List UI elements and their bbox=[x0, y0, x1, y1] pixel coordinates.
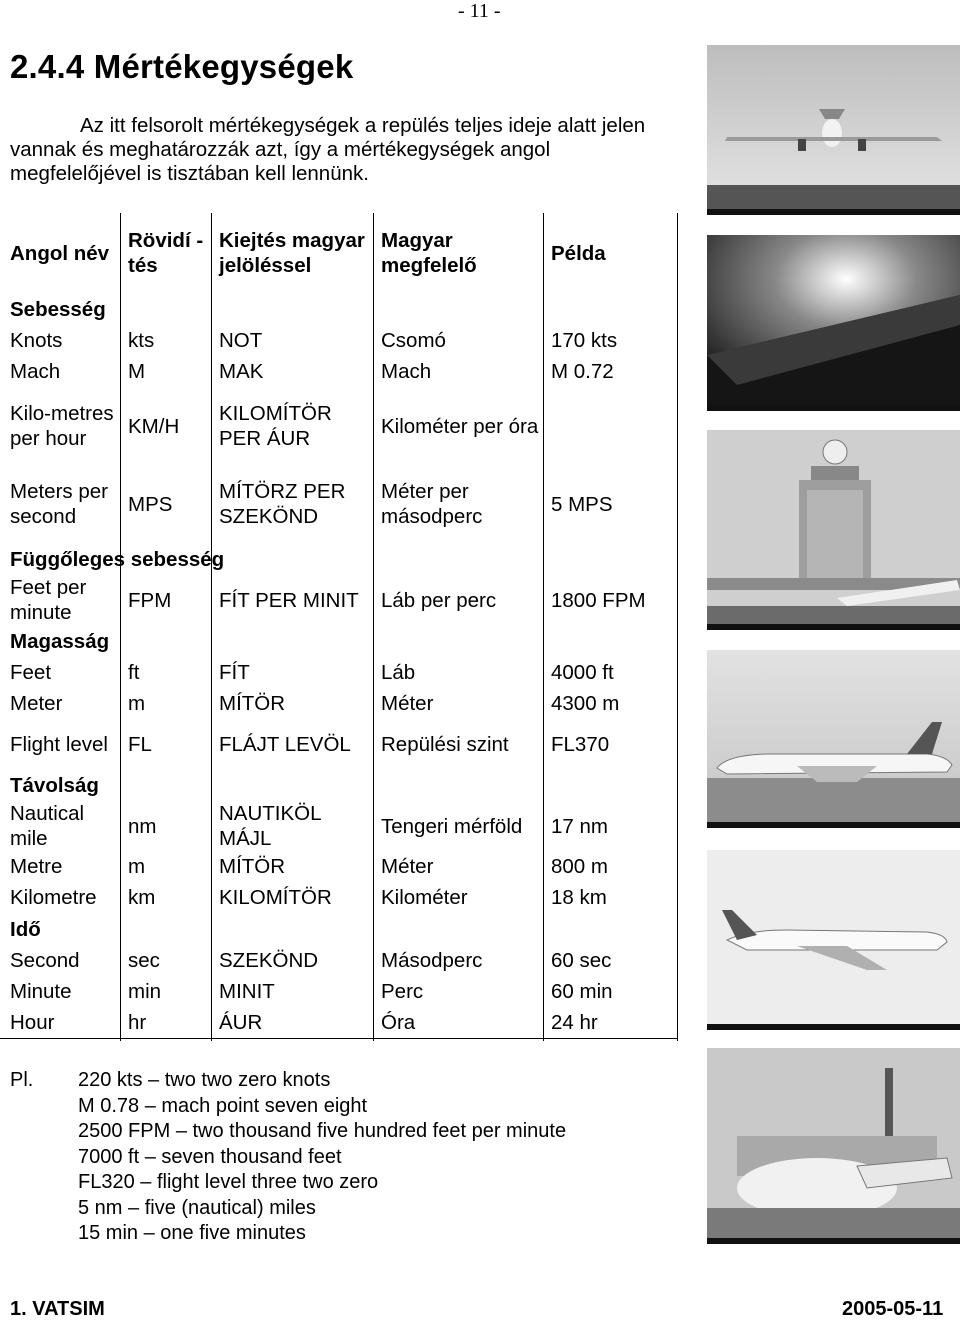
photo-control-tower bbox=[707, 430, 960, 630]
page-number: - 11 - bbox=[458, 0, 501, 22]
example-line: 2500 FPM – two thousand five hundred feet per minute bbox=[78, 1120, 567, 1142]
cell: 18 km bbox=[551, 886, 607, 909]
example-line: 220 kts – two two zero knots bbox=[78, 1069, 331, 1091]
cell: 24 hr bbox=[551, 1010, 598, 1034]
examples-list bbox=[78, 1068, 566, 1247]
table-row bbox=[0, 945, 677, 976]
table-row bbox=[0, 851, 677, 882]
cell: 17 nm bbox=[551, 814, 608, 838]
header-abbreviation: Rövidí -tés bbox=[128, 229, 204, 277]
cell: Méter per másodperc bbox=[381, 480, 483, 528]
cell: MPS bbox=[128, 492, 173, 516]
cell: Meter bbox=[10, 692, 63, 715]
cell: FPM bbox=[128, 588, 172, 612]
cell: Metre bbox=[10, 855, 63, 878]
cell: MÍTÖR bbox=[219, 692, 286, 715]
photo-wing-sunset bbox=[707, 235, 960, 411]
table-row bbox=[0, 387, 677, 465]
cell: 4300 m bbox=[551, 692, 620, 715]
cell: Second bbox=[10, 949, 80, 972]
cell: KM/H bbox=[128, 414, 180, 438]
photo-plane-landing bbox=[707, 45, 960, 215]
examples-prefix: Pl. bbox=[10, 1069, 34, 1091]
header-example: Példa bbox=[551, 241, 606, 265]
cell: 170 kts bbox=[551, 329, 618, 352]
cell: NAUTIKÖL MÁJL bbox=[219, 802, 321, 850]
section-time: Idő bbox=[10, 917, 41, 941]
cell: KILOMÍTÖR bbox=[219, 886, 332, 909]
header-hungarian: Magyar megfelelő bbox=[381, 229, 477, 277]
cell: Tengeri mérföld bbox=[381, 814, 523, 838]
cell: Kilométer bbox=[381, 886, 468, 909]
cell: m bbox=[128, 855, 146, 878]
table-row bbox=[0, 976, 677, 1007]
cell: 4000 ft bbox=[551, 661, 614, 684]
cell: MINIT bbox=[219, 980, 275, 1003]
cell: M bbox=[128, 360, 146, 383]
cell: MÍTÖRZ PER SZEKÖND bbox=[219, 480, 346, 528]
table-row bbox=[0, 719, 677, 769]
cell: FÍT PER MINIT bbox=[219, 588, 359, 612]
cell: Láb per perc bbox=[381, 588, 497, 612]
cell: Repülési szint bbox=[381, 732, 509, 756]
cell: M 0.72 bbox=[551, 360, 614, 383]
header-english-name: Angol név bbox=[10, 241, 110, 265]
example-line: 7000 ft – seven thousand feet bbox=[78, 1145, 342, 1168]
cell: Kilo-metres per hour bbox=[10, 402, 114, 450]
cell: Feet per minute bbox=[10, 576, 87, 624]
cell: min bbox=[128, 980, 162, 1003]
footer-left: 1. VATSIM bbox=[10, 1298, 105, 1320]
header-pronunciation: Kiejtés magyar jelöléssel bbox=[219, 229, 365, 277]
table-row bbox=[0, 356, 677, 387]
cell: FL370 bbox=[551, 732, 610, 756]
cell: NOT bbox=[219, 329, 263, 352]
cell: 800 m bbox=[551, 855, 608, 878]
cell: MAK bbox=[219, 360, 264, 383]
cell: Meters per second bbox=[10, 480, 108, 528]
cell: m bbox=[128, 692, 146, 715]
cell: KILOMÍTÖR PER ÁUR bbox=[219, 402, 332, 450]
cell: ft bbox=[128, 661, 140, 684]
cell: FÍT bbox=[219, 661, 250, 684]
table-divider bbox=[677, 213, 678, 1041]
table-row bbox=[0, 657, 677, 688]
example-line: M 0.78 – mach point seven eight bbox=[78, 1094, 368, 1117]
photo-plane-takeoff bbox=[707, 850, 960, 1030]
cell: kts bbox=[128, 329, 155, 352]
cell: sec bbox=[128, 949, 160, 972]
cell: Méter bbox=[381, 855, 434, 878]
section-row bbox=[0, 293, 677, 325]
cell: MÍTÖR bbox=[219, 855, 286, 878]
units-table bbox=[0, 213, 677, 1039]
example-line: FL320 – flight level three two zero bbox=[78, 1171, 379, 1193]
cell: FL bbox=[128, 732, 152, 756]
table-row bbox=[0, 465, 677, 543]
example-line: 5 nm – five (nautical) miles bbox=[78, 1196, 316, 1219]
section-distance: Távolság bbox=[10, 773, 99, 797]
section-row bbox=[0, 543, 677, 575]
cell: Hour bbox=[10, 1010, 55, 1034]
example-line: 15 min – one five minutes bbox=[78, 1222, 306, 1244]
cell: 1800 FPM bbox=[551, 588, 646, 612]
cell: nm bbox=[128, 814, 157, 838]
cell: hr bbox=[128, 1010, 147, 1034]
cell: SZEKÖND bbox=[219, 949, 319, 972]
cell: Mach bbox=[381, 360, 432, 383]
table-row bbox=[0, 1007, 677, 1038]
section-vertical-speed: Függőleges sebesség bbox=[10, 547, 225, 571]
cell: Kilométer per óra bbox=[381, 414, 539, 438]
cell: km bbox=[128, 886, 156, 909]
photo-plane-runway bbox=[707, 650, 960, 828]
cell: Feet bbox=[10, 661, 52, 684]
cell: Perc bbox=[381, 980, 424, 1003]
cell: 5 MPS bbox=[551, 492, 613, 516]
cell: Láb bbox=[381, 661, 416, 684]
table-header-row bbox=[0, 213, 677, 293]
cell: Óra bbox=[381, 1010, 416, 1034]
cell: FLÁJT LEVÖL bbox=[219, 732, 351, 756]
section-row bbox=[0, 913, 677, 945]
section-altitude: Magasság bbox=[10, 629, 110, 653]
section-title: 2.4.4 Mértékegységek bbox=[10, 48, 354, 85]
cell: Kilometre bbox=[10, 886, 97, 909]
table-row bbox=[0, 575, 677, 625]
cell: Knots bbox=[10, 329, 63, 352]
cell: Mach bbox=[10, 360, 61, 383]
cell: 60 sec bbox=[551, 949, 612, 972]
intro-paragraph: Az itt felsorolt mértékegységek a repülés teljes ideje alatt jelen vannak és meghatározzák azt, így a mértékegységek angol megfelelőjével is tisztában kell lennünk. bbox=[10, 114, 646, 185]
cell: Flight level bbox=[10, 732, 108, 756]
cell: ÁUR bbox=[219, 1010, 263, 1034]
section-row bbox=[0, 769, 677, 801]
table-row bbox=[0, 882, 677, 913]
section-speed: Sebesség bbox=[10, 297, 106, 321]
footer-date: 2005-05-11 bbox=[842, 1298, 944, 1320]
cell: Minute bbox=[10, 980, 72, 1003]
cell: 60 min bbox=[551, 980, 613, 1003]
photo-plane-deicing bbox=[707, 1048, 960, 1244]
cell: Nautical mile bbox=[10, 802, 85, 850]
section-row bbox=[0, 625, 677, 657]
cell bbox=[541, 387, 677, 465]
cell: Másodperc bbox=[381, 949, 483, 972]
table-row bbox=[0, 801, 677, 851]
table-row bbox=[0, 325, 677, 356]
table-row bbox=[0, 688, 677, 719]
cell: Csomó bbox=[381, 329, 446, 352]
cell: Méter bbox=[381, 692, 434, 715]
